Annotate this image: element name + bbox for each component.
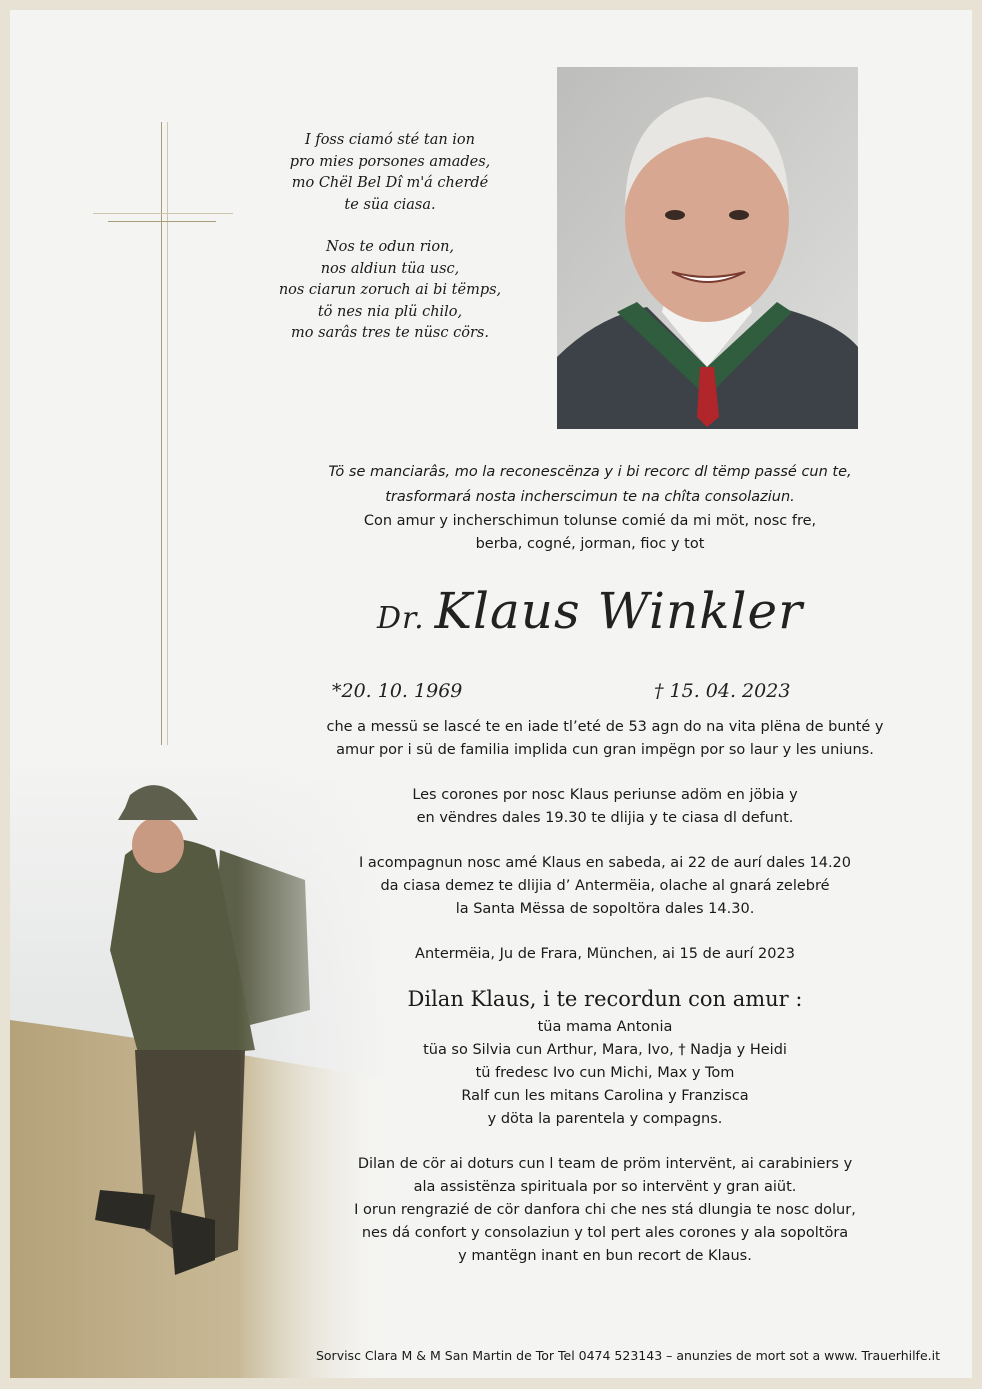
life-paragraph — [260, 716, 950, 762]
poem — [260, 130, 520, 366]
announcement-body — [260, 716, 950, 1290]
cross-icon-shadow — [167, 122, 168, 745]
funeral-paragraph — [260, 852, 950, 921]
cross-bar-inner — [108, 221, 216, 222]
poem-stanza-2 — [260, 237, 520, 345]
text-line: ala assistënza spirituala por so intervënt y gran aiüt. — [413, 1179, 797, 1195]
intro-line: berba, cogné, jorman, fioc y tot — [475, 536, 705, 552]
mourner: Ralf cun les mitans Carolina y Franzisca — [461, 1088, 749, 1104]
mourner: tü fredesc Ivo cun Michi, Max y Tom — [475, 1065, 735, 1081]
mourners-title: Dilan Klaus, i te recordun con amur : — [407, 987, 803, 1011]
text-line: nes dá confort y consolaziun y tol pert ales corones y ala sopoltöra — [361, 1225, 849, 1241]
mourner: y döta la parentela y compagns. — [487, 1111, 723, 1127]
intro-text — [250, 460, 930, 556]
wake-paragraph — [260, 784, 950, 830]
poem-line: mo Chël Bel Dî m'á cherdé — [291, 175, 489, 191]
intro-line: trasformará nosta incherscimun te na chîta consolaziun. — [385, 489, 795, 505]
death-date: † 15. 04. 2023 — [654, 680, 791, 702]
deceased-title: Dr. — [376, 601, 425, 636]
text-line: Les corones por nosc Klaus periunse adöm en jöbia y — [412, 787, 798, 803]
obituary-page — [10, 10, 972, 1378]
gratitude-paragraph — [260, 1153, 950, 1268]
poem-line: Nos te odun rion, — [325, 239, 455, 255]
text-line: Dilan de cör ai doturs cun l team de pröm intervënt, ai carabiniers y — [357, 1156, 853, 1172]
poem-line: nos aldiun tüa usc, — [320, 260, 460, 277]
intro-line: Con amur y incherschimun tolunse comié da mi möt, nosc fre, — [363, 513, 817, 529]
intro-line: Tö se manciarâs, mo la reconescënza y i bi recorc dl tëmp passé cun te, — [328, 464, 852, 480]
deceased-name — [280, 582, 900, 640]
footer-credit: Sorvisc Clara M & M San Martin de Tor Tel 0474 523143 – anunzies de mort sot a www. Trauerhilfe.it — [315, 1348, 940, 1363]
text-line: da ciasa demez te dlijia d’ Antermëia, olache al gnará zelebré — [380, 878, 830, 894]
poem-stanza-1 — [260, 130, 520, 216]
text-line: y mantëgn inant en bun recort de Klaus. — [458, 1248, 752, 1264]
cross-icon — [161, 122, 162, 745]
mourners-list — [260, 1016, 950, 1131]
place-date: Antermëia, Ju de Frara, München, ai 15 de aurí 2023 — [415, 946, 795, 962]
mourner: tüa mama Antonia — [537, 1019, 673, 1035]
text-line: I acompagnun nosc amé Klaus en sabeda, ai 22 de aurí dales 14.20 — [358, 855, 852, 871]
birth-date: *20. 10. 1969 — [332, 680, 463, 702]
poem-line: mo sarâs tres te nüsc cörs. — [291, 325, 489, 341]
poem-line: I foss ciamó sté tan ion — [305, 132, 475, 148]
text-line: la Santa Mëssa de sopoltöra dales 14.30. — [455, 901, 755, 917]
portrait-photo — [557, 67, 858, 429]
poem-line: tö nes nia plü chilo, — [317, 303, 463, 320]
cross-bar — [93, 213, 233, 214]
text-line: en vëndres dales 19.30 te dlijia y te ciasa dl defunt. — [416, 810, 794, 826]
text-line: che a messü se lascé te en iade tl’eté de 53 agn do na vita plëna de bunté y — [326, 719, 884, 735]
mourner: tüa so Silvia cun Arthur, Mara, Ivo, † Nadja y Heidi — [423, 1042, 787, 1058]
poem-line: nos ciarun zoruch ai bi tëmps, — [278, 282, 502, 298]
text-line: I orun rengrazié de cör danfora chi che nes stá dlungia te nosc dolur, — [354, 1202, 856, 1218]
poem-line: pro mies porsones amades, — [289, 153, 491, 170]
poem-line: te süa ciasa. — [344, 196, 436, 213]
text-line: amur por i sü de familia implida cun gran impëgn por so laur y les uniuns. — [336, 742, 874, 758]
deceased-full-name: Klaus Winkler — [434, 582, 804, 640]
